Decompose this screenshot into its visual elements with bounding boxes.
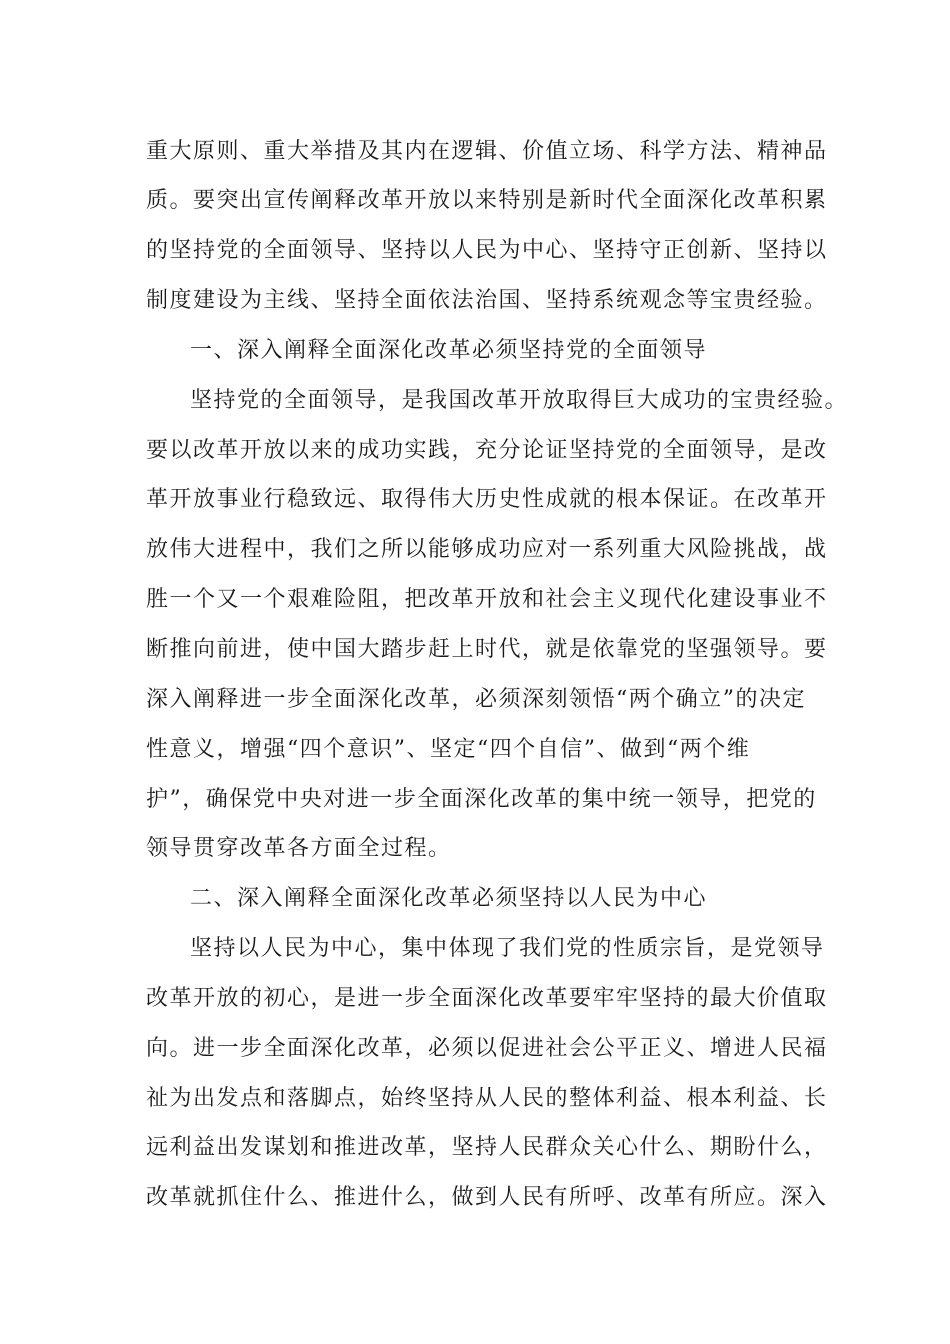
section-heading: 二、深入阐释全面深化改革必须坚持以人民为中心 <box>190 886 708 911</box>
text-line: 向。进一步全面深化改革，必须以促进社会公平正义、增进人民福 <box>146 1036 828 1061</box>
text-line: 胜一个又一个艰难险阻，把改革开放和社会主义现代化建设事业不 <box>146 587 828 612</box>
text-line: 断推向前进，使中国大踏步赶上时代，就是依靠党的坚强领导。要 <box>146 637 828 662</box>
text-line: 远利益出发谋划和推进改革，坚持人民群众关心什么、期盼什么， <box>146 1135 828 1160</box>
text-line: 革开放事业行稳致远、取得伟大历史性成就的根本保证。在改革开 <box>146 487 828 512</box>
text-line: 放伟大进程中，我们之所以能够成功应对一系列重大风险挑战，战 <box>146 537 828 562</box>
text-line: 护”，确保党中央对进一步全面深化改革的集中统一领导，把党的 <box>146 787 817 812</box>
section-heading: 一、深入阐释全面深化改革必须坚持党的全面领导 <box>190 338 708 363</box>
text-line: 祉为出发点和落脚点，始终坚持从人民的整体利益、根本利益、长 <box>146 1086 828 1111</box>
text-line: 坚持党的全面领导，是我国改革开放取得巨大成功的宝贵经验。 <box>190 388 849 413</box>
text-line: 改革开放的初心，是进一步全面深化改革要牢牢坚持的最大价值取 <box>146 986 828 1011</box>
text-line: 的坚持党的全面领导、坚持以人民为中心、坚持守正创新、坚持以 <box>146 238 828 263</box>
text-line: 领导贯穿改革各方面全过程。 <box>146 836 452 861</box>
text-line: 深入阐释进一步全面深化改革，必须深刻领悟“两个确立”的决定 <box>146 687 806 712</box>
text-line: 坚持以人民为中心，集中体现了我们党的性质宗旨，是党领导 <box>190 936 825 961</box>
text-line: 改革就抓住什么、推进什么，做到人民有所呼、改革有所应。深入 <box>146 1185 828 1210</box>
text-line: 制度建设为主线、坚持全面依法治国、坚持系统观念等宝贵经验。 <box>146 288 828 313</box>
text-line: 要以改革开放以来的成功实践，充分论证坚持党的全面领导，是改 <box>146 438 828 463</box>
text-line: 质。要突出宣传阐释改革开放以来特别是新时代全面深化改革积累 <box>146 188 828 213</box>
text-line: 重大原则、重大举措及其内在逻辑、价值立场、科学方法、精神品 <box>146 139 828 164</box>
text-line: 性意义，增强“四个意识”、坚定“四个自信”、做到“两个维 <box>146 737 751 762</box>
